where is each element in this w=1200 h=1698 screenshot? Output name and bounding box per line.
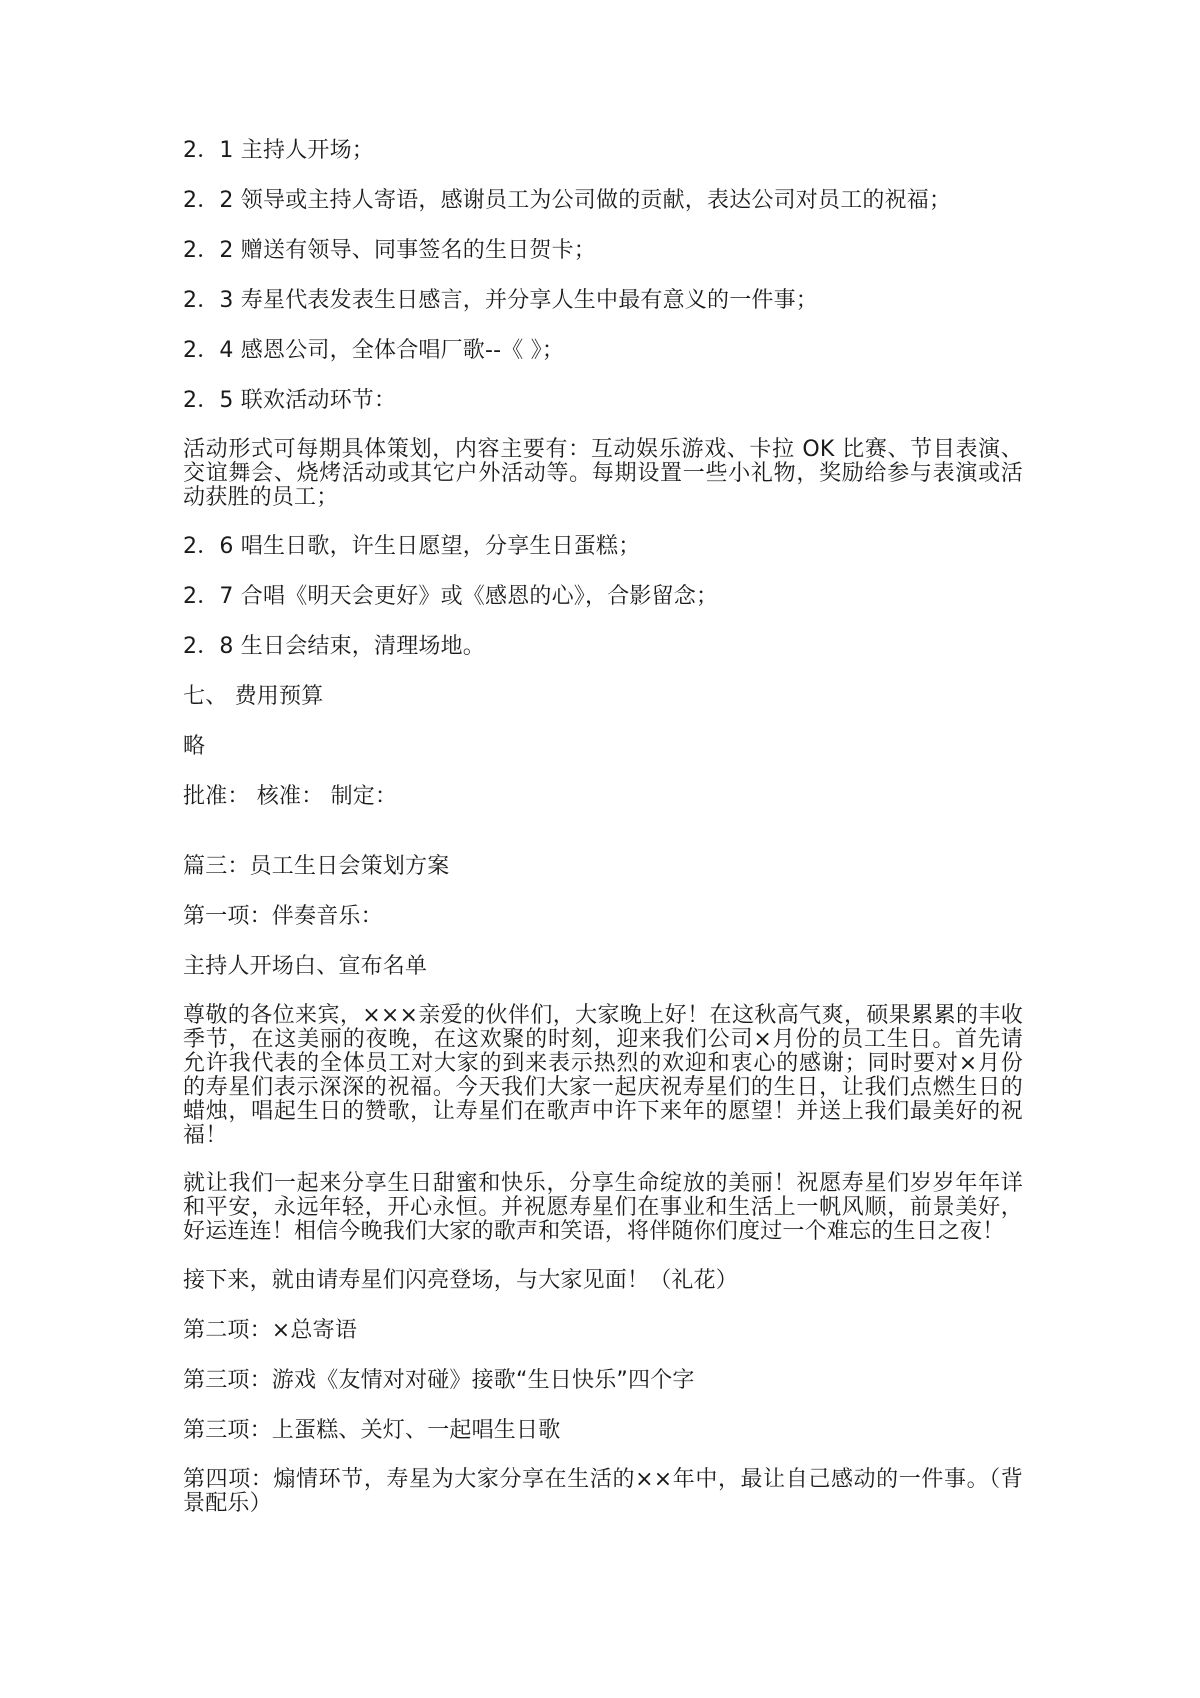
- item-2-5: 2．5 联欢活动环节：: [183, 388, 397, 413]
- item-2-4: 2．4 感恩公司，全体合唱厂歌--《 》；: [183, 338, 565, 363]
- item-2-3: 2．3 寿星代表发表生日感言，并分享人生中最有意义的一件事；: [183, 288, 818, 313]
- step-3-game: 第三项：游戏《友情对对碰》接歌“生日快乐”四个字: [183, 1368, 695, 1393]
- step-4: 第四项：煽情环节，寿星为大家分享在生活的××年中，最让自己感动的一件事。（背景配乐）: [183, 1467, 1023, 1516]
- item-2-2-card: 2．2 赠送有领导、同事签名的生日贺卡；: [183, 238, 596, 263]
- item-2-2-address: 2．2 领导或主持人寄语，感谢员工为公司做的贡献，表达公司对员工的祝福；: [183, 188, 952, 213]
- host-speech-paragraph-1: 尊敬的各位来宾，×××亲爱的伙伴们，大家晚上好！在这秋高气爽，硕果累累的丰收季节，在这美丽的夜晚，在这欢聚的时刻，迎来我们公司×月份的员工生日。首先请允许我代表的全体员工对大家的到来表示热烈的欢迎和衷心的感谢；同时要对×月份的寿星们表示深深的祝福。今天我们大家一起庆祝寿星们的生日，让我们点燃生日的蜡烛，唱起生日的赞歌，让寿星们在歌声中许下来年的愿望！并送上我们最美好的祝福！: [183, 1003, 1023, 1148]
- item-2-1: 2．1 主持人开场；: [183, 138, 374, 163]
- step-1-heading: 第一项：伴奏音乐：: [183, 904, 383, 929]
- step-2: 第二项：×总寄语: [183, 1318, 358, 1343]
- item-2-7: 2．7 合唱《明天会更好》或《感恩的心》，合影留念；: [183, 584, 719, 609]
- activity-form-paragraph: 活动形式可每期具体策划，内容主要有：互动娱乐游戏、卡拉 OK 比赛、节目表演、交谊舞会、烧烤活动或其它户外活动等。每期设置一些小礼物，奖励给参与表演或活动获胜的员工；: [183, 437, 1023, 510]
- item-2-8: 2．8 生日会结束，清理场地。: [183, 634, 485, 659]
- budget-omitted: 略: [183, 734, 206, 759]
- birthday-stars-entrance: 接下来，就由请寿星们闪亮登场，与大家见面！（礼花）: [183, 1268, 739, 1293]
- item-2-6: 2．6 唱生日歌，许生日愿望，分享生日蛋糕；: [183, 534, 641, 559]
- host-opening-line: 主持人开场白、宣布名单: [183, 954, 428, 979]
- section-7-heading: 七、 费用预算: [183, 684, 324, 709]
- step-3-cake: 第三项：上蛋糕、关灯、一起唱生日歌: [183, 1418, 561, 1443]
- part-3-title: 篇三：员工生日会策划方案: [183, 854, 450, 879]
- document-page: [183, 138, 1023, 1540]
- approval-line: 批准： 核准： 制定：: [183, 784, 398, 809]
- host-speech-paragraph-2: 就让我们一起来分享生日甜蜜和快乐，分享生命绽放的美丽！祝愿寿星们岁岁年年详和平安，永远年轻，开心永恒。并祝愿寿星们在事业和生活上一帆风顺，前景美好，好运连连！相信今晚我们大家的歌声和笑语，将伴随你们度过一个难忘的生日之夜！: [183, 1171, 1023, 1244]
